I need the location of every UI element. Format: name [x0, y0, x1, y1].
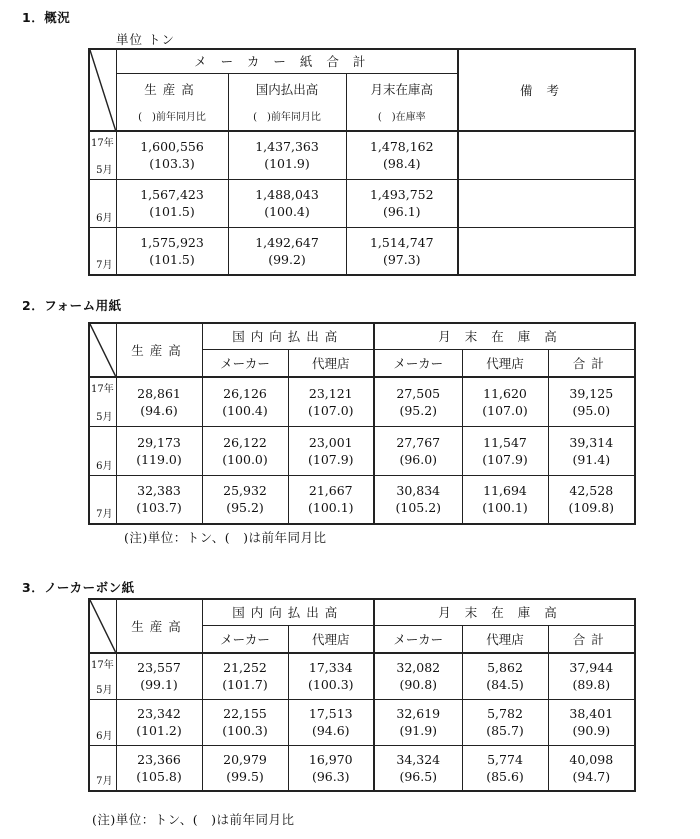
- form-paper-table: [88, 322, 636, 525]
- data-cell: 34,324 (96.5): [374, 745, 462, 791]
- production-header: 生産高: [116, 599, 202, 653]
- data-cell: 29,173 (119.0): [116, 426, 202, 475]
- table-row: [89, 745, 635, 791]
- data-cell: 23,001 (107.9): [288, 426, 374, 475]
- data-cell: 22,155 (100.3): [202, 699, 288, 745]
- data-cell: 26,126 (100.4): [202, 377, 288, 426]
- data-cell: 26,122 (100.0): [202, 426, 288, 475]
- data-cell: 1,492,647 (99.2): [228, 227, 346, 275]
- month-cell: [89, 745, 116, 791]
- data-cell: 23,342 (101.2): [116, 699, 202, 745]
- data-cell: 38,401 (90.9): [548, 699, 635, 745]
- table-row: [89, 131, 635, 179]
- month-cell: [89, 426, 116, 475]
- data-cell: 25,932 (95.2): [202, 475, 288, 524]
- data-cell: 21,252 (101.7): [202, 653, 288, 699]
- data-cell: 30,834 (105.2): [374, 475, 462, 524]
- month-cell: [89, 179, 116, 227]
- month-label: 5月: [96, 164, 113, 176]
- month-label: 6月: [96, 460, 113, 472]
- data-cell: 1,600,556 (103.3): [116, 131, 228, 179]
- remarks-cell: [458, 227, 635, 275]
- data-cell: 32,383 (103.7): [116, 475, 202, 524]
- data-cell: 32,082 (90.8): [374, 653, 462, 699]
- section1-title: 1．概況: [22, 10, 71, 25]
- table-row: [89, 426, 635, 475]
- month-label: 6月: [96, 730, 113, 742]
- table-row: [89, 475, 635, 524]
- section3-note: (注)単位：トン、( )は前年同月比: [92, 812, 295, 827]
- year-label: 17年: [91, 138, 114, 149]
- total-subheader: 合計: [548, 349, 635, 377]
- data-cell: 23,366 (105.8): [116, 745, 202, 791]
- month-cell: [89, 475, 116, 524]
- data-cell: 11,694 (100.1): [462, 475, 548, 524]
- month-end-stock-subheader: ( )在庫率: [346, 105, 458, 131]
- domestic-shipment-header: 国内向払出高: [202, 599, 374, 625]
- table-row: [89, 227, 635, 275]
- month-cell: [89, 699, 116, 745]
- data-cell: 1,437,363 (101.9): [228, 131, 346, 179]
- section2-note: (注)単位：トン、( )は前年同月比: [124, 530, 327, 545]
- agent-subheader: 代理店: [288, 625, 374, 653]
- year-label: 17年: [91, 384, 114, 395]
- month-label: 7月: [96, 776, 113, 787]
- section3-title: 3．ノーカーボン紙: [22, 580, 135, 595]
- production-header: 生産高: [116, 73, 228, 105]
- month-label: 6月: [96, 212, 113, 224]
- data-cell: 5,782 (85.7): [462, 699, 548, 745]
- data-cell: 39,125 (95.0): [548, 377, 635, 426]
- data-cell: 28,861 (94.6): [116, 377, 202, 426]
- maker-subheader: メーカー: [374, 625, 462, 653]
- overview-table: [88, 48, 636, 276]
- month-end-stock-header: 月末在庫高: [374, 323, 635, 349]
- data-cell: 21,667 (100.1): [288, 475, 374, 524]
- month-label: 7月: [96, 509, 113, 520]
- month-cell: [89, 131, 116, 179]
- domestic-shipment-header: 国内払出高: [228, 73, 346, 105]
- data-cell: 1,488,043 (100.4): [228, 179, 346, 227]
- table-row: [89, 179, 635, 227]
- carbonless-paper-table: [88, 598, 636, 792]
- data-cell: 1,567,423 (101.5): [116, 179, 228, 227]
- month-end-stock-header: 月末在庫高: [374, 599, 635, 625]
- data-cell: 27,767 (96.0): [374, 426, 462, 475]
- data-cell: 20,979 (99.5): [202, 745, 288, 791]
- agent-subheader: 代理店: [288, 349, 374, 377]
- table-row: [89, 653, 635, 699]
- year-label: 17年: [91, 660, 114, 671]
- maker-subheader: メーカー: [202, 625, 288, 653]
- section2-title: 2．フォーム用紙: [22, 298, 122, 313]
- month-label: 7月: [96, 260, 113, 271]
- data-cell: 1,478,162 (98.4): [346, 131, 458, 179]
- month-cell: [89, 227, 116, 275]
- maker-subheader: メーカー: [202, 349, 288, 377]
- month-label: 5月: [96, 411, 113, 423]
- data-cell: 32,619 (91.9): [374, 699, 462, 745]
- remarks-header: 備考: [458, 49, 635, 131]
- data-cell: 1,514,747 (97.3): [346, 227, 458, 275]
- diagonal-header-cell: [89, 599, 116, 653]
- month-cell: [89, 653, 116, 699]
- agent-subheader: 代理店: [462, 349, 548, 377]
- data-cell: 23,121 (107.0): [288, 377, 374, 426]
- maker-paper-total-header: メーカー紙合計: [116, 49, 458, 73]
- data-cell: 5,774 (85.6): [462, 745, 548, 791]
- month-cell: [89, 377, 116, 426]
- data-cell: 40,098 (94.7): [548, 745, 635, 791]
- data-cell: 39,314 (91.4): [548, 426, 635, 475]
- month-label: 5月: [96, 684, 113, 696]
- production-header: 生産高: [116, 323, 202, 377]
- data-cell: 42,528 (109.8): [548, 475, 635, 524]
- data-cell: 1,493,752 (96.1): [346, 179, 458, 227]
- data-cell: 5,862 (84.5): [462, 653, 548, 699]
- data-cell: 17,334 (100.3): [288, 653, 374, 699]
- section1-unit: 単位 トン: [116, 32, 175, 47]
- maker-subheader: メーカー: [374, 349, 462, 377]
- table-row: [89, 377, 635, 426]
- data-cell: 16,970 (96.3): [288, 745, 374, 791]
- data-cell: 23,557 (99.1): [116, 653, 202, 699]
- production-subheader: ( )前年同月比: [116, 105, 228, 131]
- data-cell: 27,505 (95.2): [374, 377, 462, 426]
- data-cell: 17,513 (94.6): [288, 699, 374, 745]
- remarks-cell: [458, 179, 635, 227]
- month-end-stock-header: 月末在庫高: [346, 73, 458, 105]
- data-cell: 11,547 (107.9): [462, 426, 548, 475]
- data-cell: 11,620 (107.0): [462, 377, 548, 426]
- data-cell: 1,575,923 (101.5): [116, 227, 228, 275]
- diagonal-header-cell: [89, 49, 116, 131]
- diagonal-header-cell: [89, 323, 116, 377]
- domestic-shipment-subheader: ( )前年同月比: [228, 105, 346, 131]
- data-cell: 37,944 (89.8): [548, 653, 635, 699]
- domestic-shipment-header: 国内向払出高: [202, 323, 374, 349]
- remarks-cell: [458, 131, 635, 179]
- table-row: [89, 699, 635, 745]
- total-subheader: 合計: [548, 625, 635, 653]
- agent-subheader: 代理店: [462, 625, 548, 653]
